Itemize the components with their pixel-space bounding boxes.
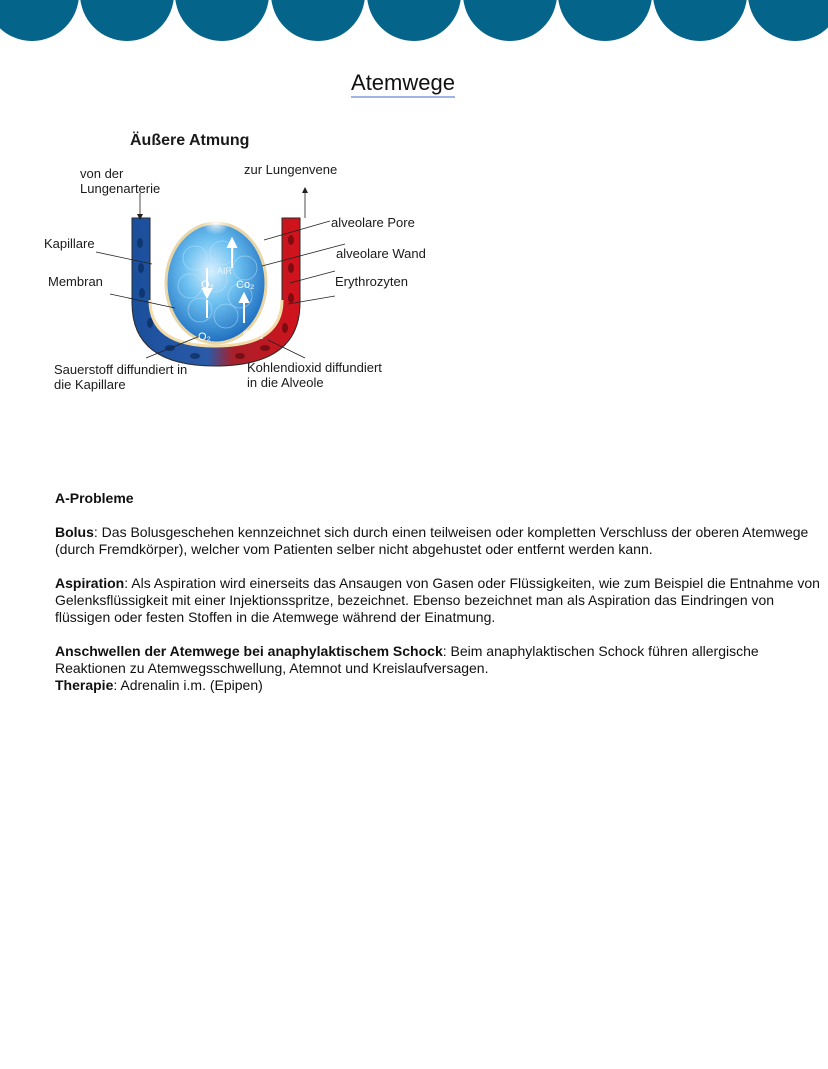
- label-alveolare-pore: alveolare Pore: [331, 215, 415, 230]
- label-co2-inner: Co₂: [236, 279, 255, 291]
- text-content: [55, 490, 820, 694]
- text-bolus: : Das Bolusgeschehen kennzeichnet sich durch einen teilweisen oder kompletten Verschluss der oberen Atemwege (durch Fremdkörper), welcher vom Patienten selber nicht abgehustet oder entfernt werden kann.: [55, 524, 809, 557]
- paragraph-therapie: [55, 677, 820, 694]
- paragraph-aspiration: [55, 575, 820, 626]
- page-title-text: Atemwege: [351, 71, 455, 98]
- label-kapillare: Kapillare: [44, 236, 95, 251]
- label-lungenvene: zur Lungenvene: [244, 162, 338, 177]
- label-alveolare-wand: alveolare Wand: [336, 246, 426, 261]
- term-bolus: Bolus: [55, 524, 94, 540]
- header-scallops: [0, 0, 828, 44]
- label-lungenarterie: von der Lungenarterie: [80, 166, 161, 196]
- label-membran: Membran: [48, 274, 103, 289]
- term-therapie: Therapie: [55, 677, 114, 693]
- scalloped-header-decoration: [0, 0, 828, 44]
- label-co2-capillary: CO₂: [243, 329, 264, 341]
- paragraph-anaphylaxie: [55, 643, 820, 677]
- diagram-heading: Äußere Atmung: [130, 132, 250, 149]
- label-air: AIR: [217, 266, 233, 276]
- paragraph-bolus: [55, 524, 820, 558]
- respiration-diagram: [0, 118, 460, 408]
- text-anaphylaxie: : Beim anaphylaktischen Schock führen allergische Reaktionen zu Atemwegsschwellung, Atemnot und Kreislaufversagen.: [55, 643, 759, 676]
- section-heading: [55, 490, 820, 507]
- heading-a-probleme: A-Probleme: [55, 490, 134, 506]
- label-o2-inner: O₂: [201, 279, 214, 291]
- label-o2-capillary: O₂: [198, 331, 211, 343]
- term-aspiration: Aspiration: [55, 575, 125, 591]
- term-anaphylaxie: Anschwellen der Atemwege bei anaphylaktischem Schock: [55, 643, 443, 659]
- page-title: [0, 70, 806, 98]
- label-kohlendioxid: Kohlendioxid diffundiert in die Alveole: [247, 360, 382, 390]
- label-sauerstoff: Sauerstoff diffundiert in die Kapillare: [54, 362, 188, 392]
- label-erythrozyten: Erythrozyten: [335, 274, 408, 289]
- text-aspiration: : Als Aspiration wird einerseits das Ansaugen von Gasen oder Flüssigkeiten, wie zum Beispiel die Entnahme von Gelenksflüssigkeit mit einer Injektionsspritze, bezeichnet. Ebenso bezeichnet man als Aspiration das Eindringen von flüssigen oder festen Stoffen in die Atemwege während der Einatmung.: [55, 575, 820, 625]
- text-therapie: : Adrenalin i.m. (Epipen): [113, 677, 263, 693]
